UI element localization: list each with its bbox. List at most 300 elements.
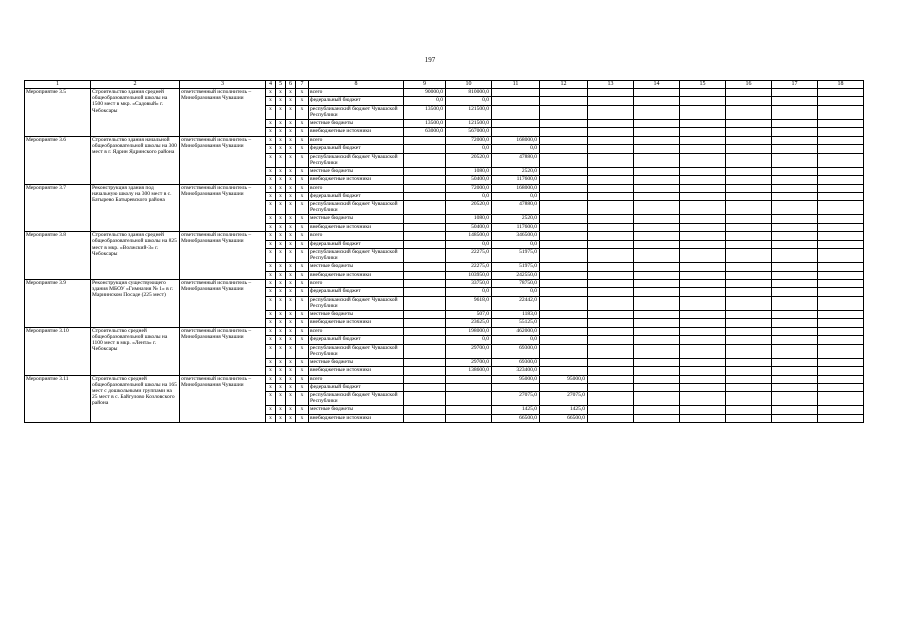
amount-cell xyxy=(404,296,446,310)
table-row xyxy=(25,184,864,192)
x-mark-cell: x xyxy=(276,358,286,366)
empty-cell xyxy=(680,383,726,391)
amount-cell: 50400,0 xyxy=(446,176,492,184)
empty-cell xyxy=(680,406,726,414)
empty-cell xyxy=(634,296,680,310)
empty-cell xyxy=(726,105,772,119)
x-mark-cell: x xyxy=(276,344,286,358)
empty-cell xyxy=(680,153,726,167)
amount-cell: 2520,0 xyxy=(492,215,540,223)
empty-cell xyxy=(588,336,634,344)
measure-executor: ответственный исполнитель – Минобразования Чувашии xyxy=(180,375,266,423)
funding-source: всего xyxy=(309,375,404,383)
amount-cell: 13500,0 xyxy=(404,119,446,127)
empty-cell xyxy=(588,192,634,200)
x-mark-cell: x xyxy=(276,176,286,184)
x-mark-cell: x xyxy=(286,327,296,335)
empty-cell xyxy=(680,319,726,327)
amount-cell: 1425,0 xyxy=(492,406,540,414)
empty-cell xyxy=(588,392,634,406)
column-header: 17 xyxy=(772,81,818,89)
empty-cell xyxy=(634,406,680,414)
empty-cell xyxy=(772,288,818,296)
x-mark-cell: x xyxy=(266,344,276,358)
empty-cell xyxy=(634,375,680,383)
amount-cell xyxy=(404,249,446,263)
amount-cell: 0,0 xyxy=(492,288,540,296)
empty-cell xyxy=(588,153,634,167)
x-mark-cell: x xyxy=(276,145,286,153)
amount-cell: 66500,0 xyxy=(540,414,588,422)
amount-cell: 1183,0 xyxy=(492,310,540,318)
x-mark-cell: x xyxy=(296,392,309,406)
x-mark-cell: x xyxy=(276,271,286,279)
amount-cell xyxy=(492,105,540,119)
empty-cell xyxy=(818,296,864,310)
empty-cell xyxy=(818,89,864,97)
empty-cell xyxy=(634,215,680,223)
amount-cell xyxy=(492,89,540,97)
amount-cell xyxy=(446,414,492,422)
amount-cell xyxy=(540,319,588,327)
x-mark-cell: x xyxy=(276,136,286,144)
amount-cell: 0,0 xyxy=(446,240,492,248)
amount-cell xyxy=(540,240,588,248)
column-header: 1 xyxy=(25,81,91,89)
x-mark-cell: x xyxy=(286,145,296,153)
x-mark-cell: x xyxy=(266,336,276,344)
x-mark-cell: x xyxy=(286,128,296,136)
empty-cell xyxy=(726,336,772,344)
x-mark-cell: x xyxy=(266,201,276,215)
empty-cell xyxy=(680,375,726,383)
column-header: 10 xyxy=(446,81,492,89)
funding-source: всего xyxy=(309,232,404,240)
empty-cell xyxy=(818,105,864,119)
table-row xyxy=(25,232,864,240)
empty-cell xyxy=(588,223,634,231)
empty-cell xyxy=(726,176,772,184)
empty-cell xyxy=(634,358,680,366)
empty-cell xyxy=(772,97,818,105)
empty-cell xyxy=(772,240,818,248)
amount-cell: 72000,0 xyxy=(446,184,492,192)
empty-cell xyxy=(680,344,726,358)
empty-cell xyxy=(634,223,680,231)
x-mark-cell: x xyxy=(266,105,276,119)
measure-name: Строительство средней общеобразовательной школы на 1100 мест в мкр. «Лента» г. Чебоксары xyxy=(91,327,180,375)
amount-cell xyxy=(404,336,446,344)
empty-cell xyxy=(634,167,680,175)
amount-cell xyxy=(540,367,588,375)
empty-cell xyxy=(680,201,726,215)
amount-cell: 66500,0 xyxy=(492,414,540,422)
measure-id: Мероприятие 3.9 xyxy=(25,280,91,328)
amount-cell: 95000,0 xyxy=(540,375,588,383)
empty-cell xyxy=(680,358,726,366)
empty-cell xyxy=(588,105,634,119)
funding-source: федеральный бюджет xyxy=(309,192,404,200)
funding-source: всего xyxy=(309,89,404,97)
amount-cell xyxy=(540,249,588,263)
amount-cell: 0,0 xyxy=(446,192,492,200)
empty-cell xyxy=(634,344,680,358)
amount-cell: 0,0 xyxy=(446,97,492,105)
amount-cell: 0,0 xyxy=(492,336,540,344)
x-mark-cell: x xyxy=(296,223,309,231)
amount-cell: 462000,0 xyxy=(492,327,540,335)
empty-cell xyxy=(818,263,864,271)
measure-name: Реконструкция здания под начальную школу на 300 мест в с. Батырево Батыревского района xyxy=(91,184,180,232)
funding-source: местные бюджеты xyxy=(309,263,404,271)
x-mark-cell: x xyxy=(286,184,296,192)
funding-source: внебюджетные источники xyxy=(309,319,404,327)
empty-cell xyxy=(680,310,726,318)
funding-source: республиканский бюджет Чувашской Республики xyxy=(309,153,404,167)
measure-executor: ответственный исполнитель – Минобразования Чувашии xyxy=(180,280,266,328)
empty-cell xyxy=(726,136,772,144)
table-row xyxy=(25,136,864,144)
empty-cell xyxy=(772,296,818,310)
empty-cell xyxy=(634,153,680,167)
empty-cell xyxy=(772,215,818,223)
empty-cell xyxy=(588,167,634,175)
amount-cell xyxy=(492,128,540,136)
x-mark-cell: x xyxy=(296,271,309,279)
funding-source: федеральный бюджет xyxy=(309,336,404,344)
empty-cell xyxy=(726,383,772,391)
x-mark-cell: x xyxy=(266,223,276,231)
amount-cell xyxy=(404,153,446,167)
x-mark-cell: x xyxy=(296,249,309,263)
amount-cell xyxy=(404,383,446,391)
funding-source: федеральный бюджет xyxy=(309,240,404,248)
x-mark-cell: x xyxy=(276,215,286,223)
amount-cell xyxy=(404,192,446,200)
x-mark-cell: x xyxy=(286,263,296,271)
amount-cell: 69300,0 xyxy=(492,344,540,358)
empty-cell xyxy=(680,240,726,248)
empty-cell xyxy=(818,383,864,391)
x-mark-cell: x xyxy=(286,89,296,97)
empty-cell xyxy=(680,280,726,288)
amount-cell xyxy=(446,375,492,383)
empty-cell xyxy=(772,119,818,127)
x-mark-cell: x xyxy=(276,167,286,175)
empty-cell xyxy=(772,344,818,358)
amount-cell xyxy=(540,336,588,344)
x-mark-cell: x xyxy=(286,406,296,414)
amount-cell: 198000,0 xyxy=(446,327,492,335)
empty-cell xyxy=(818,97,864,105)
measure-name: Строительство здания начальной общеобразовательной школы на 300 мест в г. Ядрин Ядринского района xyxy=(91,136,180,184)
empty-cell xyxy=(726,215,772,223)
amount-cell: 1080,0 xyxy=(446,167,492,175)
x-mark-cell: x xyxy=(266,358,276,366)
empty-cell xyxy=(772,201,818,215)
empty-cell xyxy=(680,97,726,105)
amount-cell xyxy=(540,119,588,127)
amount-cell xyxy=(404,414,446,422)
empty-cell xyxy=(680,167,726,175)
amount-cell: 90000,0 xyxy=(404,89,446,97)
empty-cell xyxy=(818,201,864,215)
x-mark-cell: x xyxy=(276,375,286,383)
empty-cell xyxy=(818,167,864,175)
x-mark-cell: x xyxy=(266,263,276,271)
empty-cell xyxy=(818,414,864,422)
x-mark-cell: x xyxy=(286,119,296,127)
empty-cell xyxy=(818,176,864,184)
empty-cell xyxy=(588,327,634,335)
x-mark-cell: x xyxy=(266,392,276,406)
x-mark-cell: x xyxy=(296,344,309,358)
x-mark-cell: x xyxy=(296,167,309,175)
x-mark-cell: x xyxy=(276,288,286,296)
column-header: 2 xyxy=(91,81,180,89)
x-mark-cell: x xyxy=(276,280,286,288)
amount-cell xyxy=(540,271,588,279)
amount-cell: 55125,0 xyxy=(492,319,540,327)
empty-cell xyxy=(818,358,864,366)
amount-cell: 168000,0 xyxy=(492,184,540,192)
empty-cell xyxy=(588,184,634,192)
funding-source: федеральный бюджет xyxy=(309,383,404,391)
table-row xyxy=(25,89,864,97)
empty-cell xyxy=(588,383,634,391)
empty-cell xyxy=(726,249,772,263)
x-mark-cell: x xyxy=(286,153,296,167)
amount-cell xyxy=(404,358,446,366)
empty-cell xyxy=(680,271,726,279)
amount-cell: 0,0 xyxy=(492,240,540,248)
empty-cell xyxy=(726,184,772,192)
amount-cell xyxy=(446,383,492,391)
x-mark-cell: x xyxy=(276,310,286,318)
empty-cell xyxy=(772,192,818,200)
amount-cell xyxy=(540,136,588,144)
empty-cell xyxy=(634,176,680,184)
financing-table xyxy=(24,80,864,423)
measure-executor: ответственный исполнитель – Минобразования Чувашии xyxy=(180,136,266,184)
column-header: 6 xyxy=(286,81,296,89)
x-mark-cell: x xyxy=(276,249,286,263)
amount-cell xyxy=(404,319,446,327)
measure-id: Мероприятие 3.6 xyxy=(25,136,91,184)
x-mark-cell: x xyxy=(286,249,296,263)
empty-cell xyxy=(818,319,864,327)
measure-id: Мероприятие 3.8 xyxy=(25,232,91,280)
x-mark-cell: x xyxy=(286,392,296,406)
amount-cell xyxy=(540,296,588,310)
x-mark-cell: x xyxy=(266,119,276,127)
empty-cell xyxy=(634,280,680,288)
x-mark-cell: x xyxy=(296,201,309,215)
empty-cell xyxy=(818,119,864,127)
x-mark-cell: x xyxy=(266,367,276,375)
x-mark-cell: x xyxy=(276,414,286,422)
empty-cell xyxy=(680,263,726,271)
x-mark-cell: x xyxy=(266,406,276,414)
empty-cell xyxy=(588,97,634,105)
column-header: 13 xyxy=(588,81,634,89)
amount-cell: 1080,0 xyxy=(446,215,492,223)
empty-cell xyxy=(588,288,634,296)
measure-executor: ответственный исполнитель – Минобразования Чувашии xyxy=(180,89,266,137)
empty-cell xyxy=(726,288,772,296)
empty-cell xyxy=(726,223,772,231)
amount-cell xyxy=(404,280,446,288)
amount-cell: 47880,0 xyxy=(492,201,540,215)
x-mark-cell: x xyxy=(276,119,286,127)
amount-cell: 95000,0 xyxy=(492,375,540,383)
measure-id: Мероприятие 3.11 xyxy=(25,375,91,423)
measure-id: Мероприятие 3.10 xyxy=(25,327,91,375)
empty-cell xyxy=(772,336,818,344)
measure-executor: ответственный исполнитель – Минобразования Чувашии xyxy=(180,327,266,375)
empty-cell xyxy=(588,201,634,215)
x-mark-cell: x xyxy=(266,192,276,200)
empty-cell xyxy=(818,153,864,167)
empty-cell xyxy=(634,383,680,391)
x-mark-cell: x xyxy=(266,249,276,263)
x-mark-cell: x xyxy=(296,153,309,167)
x-mark-cell: x xyxy=(286,215,296,223)
x-mark-cell: x xyxy=(286,97,296,105)
amount-cell: 9618,0 xyxy=(446,296,492,310)
empty-cell xyxy=(634,319,680,327)
amount-cell xyxy=(404,201,446,215)
empty-cell xyxy=(818,184,864,192)
empty-cell xyxy=(634,263,680,271)
amount-cell xyxy=(540,97,588,105)
amount-cell xyxy=(540,153,588,167)
empty-cell xyxy=(680,128,726,136)
amount-cell: 2520,0 xyxy=(492,167,540,175)
column-header: 5 xyxy=(276,81,286,89)
amount-cell: 20520,0 xyxy=(446,201,492,215)
amount-cell xyxy=(446,392,492,406)
amount-cell xyxy=(404,167,446,175)
amount-cell: 0,0 xyxy=(446,288,492,296)
funding-source: федеральный бюджет xyxy=(309,97,404,105)
empty-cell xyxy=(726,414,772,422)
x-mark-cell: x xyxy=(266,319,276,327)
amount-cell xyxy=(404,136,446,144)
amount-cell: 138600,0 xyxy=(446,367,492,375)
empty-cell xyxy=(680,232,726,240)
empty-cell xyxy=(726,367,772,375)
empty-cell xyxy=(680,288,726,296)
amount-cell xyxy=(540,176,588,184)
amount-cell: 0,0 xyxy=(404,97,446,105)
funding-source: внебюджетные источники xyxy=(309,414,404,422)
x-mark-cell: x xyxy=(296,176,309,184)
amount-cell: 323400,0 xyxy=(492,367,540,375)
measure-id: Мероприятие 3.7 xyxy=(25,184,91,232)
amount-cell xyxy=(540,232,588,240)
x-mark-cell: x xyxy=(286,192,296,200)
empty-cell xyxy=(680,414,726,422)
amount-cell xyxy=(404,288,446,296)
empty-cell xyxy=(772,367,818,375)
empty-cell xyxy=(772,89,818,97)
empty-cell xyxy=(588,145,634,153)
funding-source: внебюджетные источники xyxy=(309,176,404,184)
x-mark-cell: x xyxy=(286,319,296,327)
empty-cell xyxy=(772,392,818,406)
funding-source: местные бюджеты xyxy=(309,215,404,223)
empty-cell xyxy=(588,232,634,240)
amount-cell xyxy=(404,344,446,358)
x-mark-cell: x xyxy=(286,414,296,422)
empty-cell xyxy=(726,192,772,200)
measure-executor: ответственный исполнитель – Минобразования Чувашии xyxy=(180,232,266,280)
empty-cell xyxy=(818,145,864,153)
x-mark-cell: x xyxy=(276,367,286,375)
empty-cell xyxy=(680,392,726,406)
empty-cell xyxy=(634,336,680,344)
x-mark-cell: x xyxy=(276,232,286,240)
amount-cell: 148500,0 xyxy=(446,232,492,240)
amount-cell: 121500,0 xyxy=(446,105,492,119)
empty-cell xyxy=(772,271,818,279)
x-mark-cell: x xyxy=(286,201,296,215)
funding-source: всего xyxy=(309,184,404,192)
empty-cell xyxy=(726,167,772,175)
empty-cell xyxy=(772,232,818,240)
x-mark-cell: x xyxy=(266,375,276,383)
empty-cell xyxy=(588,263,634,271)
empty-cell xyxy=(772,153,818,167)
column-number-row xyxy=(25,81,864,89)
empty-cell xyxy=(772,136,818,144)
x-mark-cell: x xyxy=(286,336,296,344)
x-mark-cell: x xyxy=(286,167,296,175)
measure-name: Строительство здания средней общеобразовательной школы на 1500 мест в мкр. «Садовый» г. Чебоксары xyxy=(91,89,180,137)
empty-cell xyxy=(634,89,680,97)
empty-cell xyxy=(588,319,634,327)
empty-cell xyxy=(634,240,680,248)
x-mark-cell: x xyxy=(276,296,286,310)
empty-cell xyxy=(634,184,680,192)
column-header: 12 xyxy=(540,81,588,89)
empty-cell xyxy=(726,392,772,406)
empty-cell xyxy=(634,192,680,200)
x-mark-cell: x xyxy=(296,89,309,97)
empty-cell xyxy=(588,249,634,263)
amount-cell: 33750,0 xyxy=(446,280,492,288)
empty-cell xyxy=(634,327,680,335)
empty-cell xyxy=(680,192,726,200)
empty-cell xyxy=(680,119,726,127)
empty-cell xyxy=(818,327,864,335)
empty-cell xyxy=(634,310,680,318)
empty-cell xyxy=(680,105,726,119)
x-mark-cell: x xyxy=(296,280,309,288)
empty-cell xyxy=(772,249,818,263)
empty-cell xyxy=(588,215,634,223)
amount-cell xyxy=(404,145,446,153)
column-header: 11 xyxy=(492,81,540,89)
amount-cell: 78750,0 xyxy=(492,280,540,288)
x-mark-cell: x xyxy=(296,319,309,327)
amount-cell xyxy=(404,406,446,414)
empty-cell xyxy=(680,327,726,335)
funding-source: внебюджетные источники xyxy=(309,128,404,136)
measure-executor: ответственный исполнитель – Минобразования Чувашии xyxy=(180,184,266,232)
funding-source: республиканский бюджет Чувашской Республики xyxy=(309,249,404,263)
